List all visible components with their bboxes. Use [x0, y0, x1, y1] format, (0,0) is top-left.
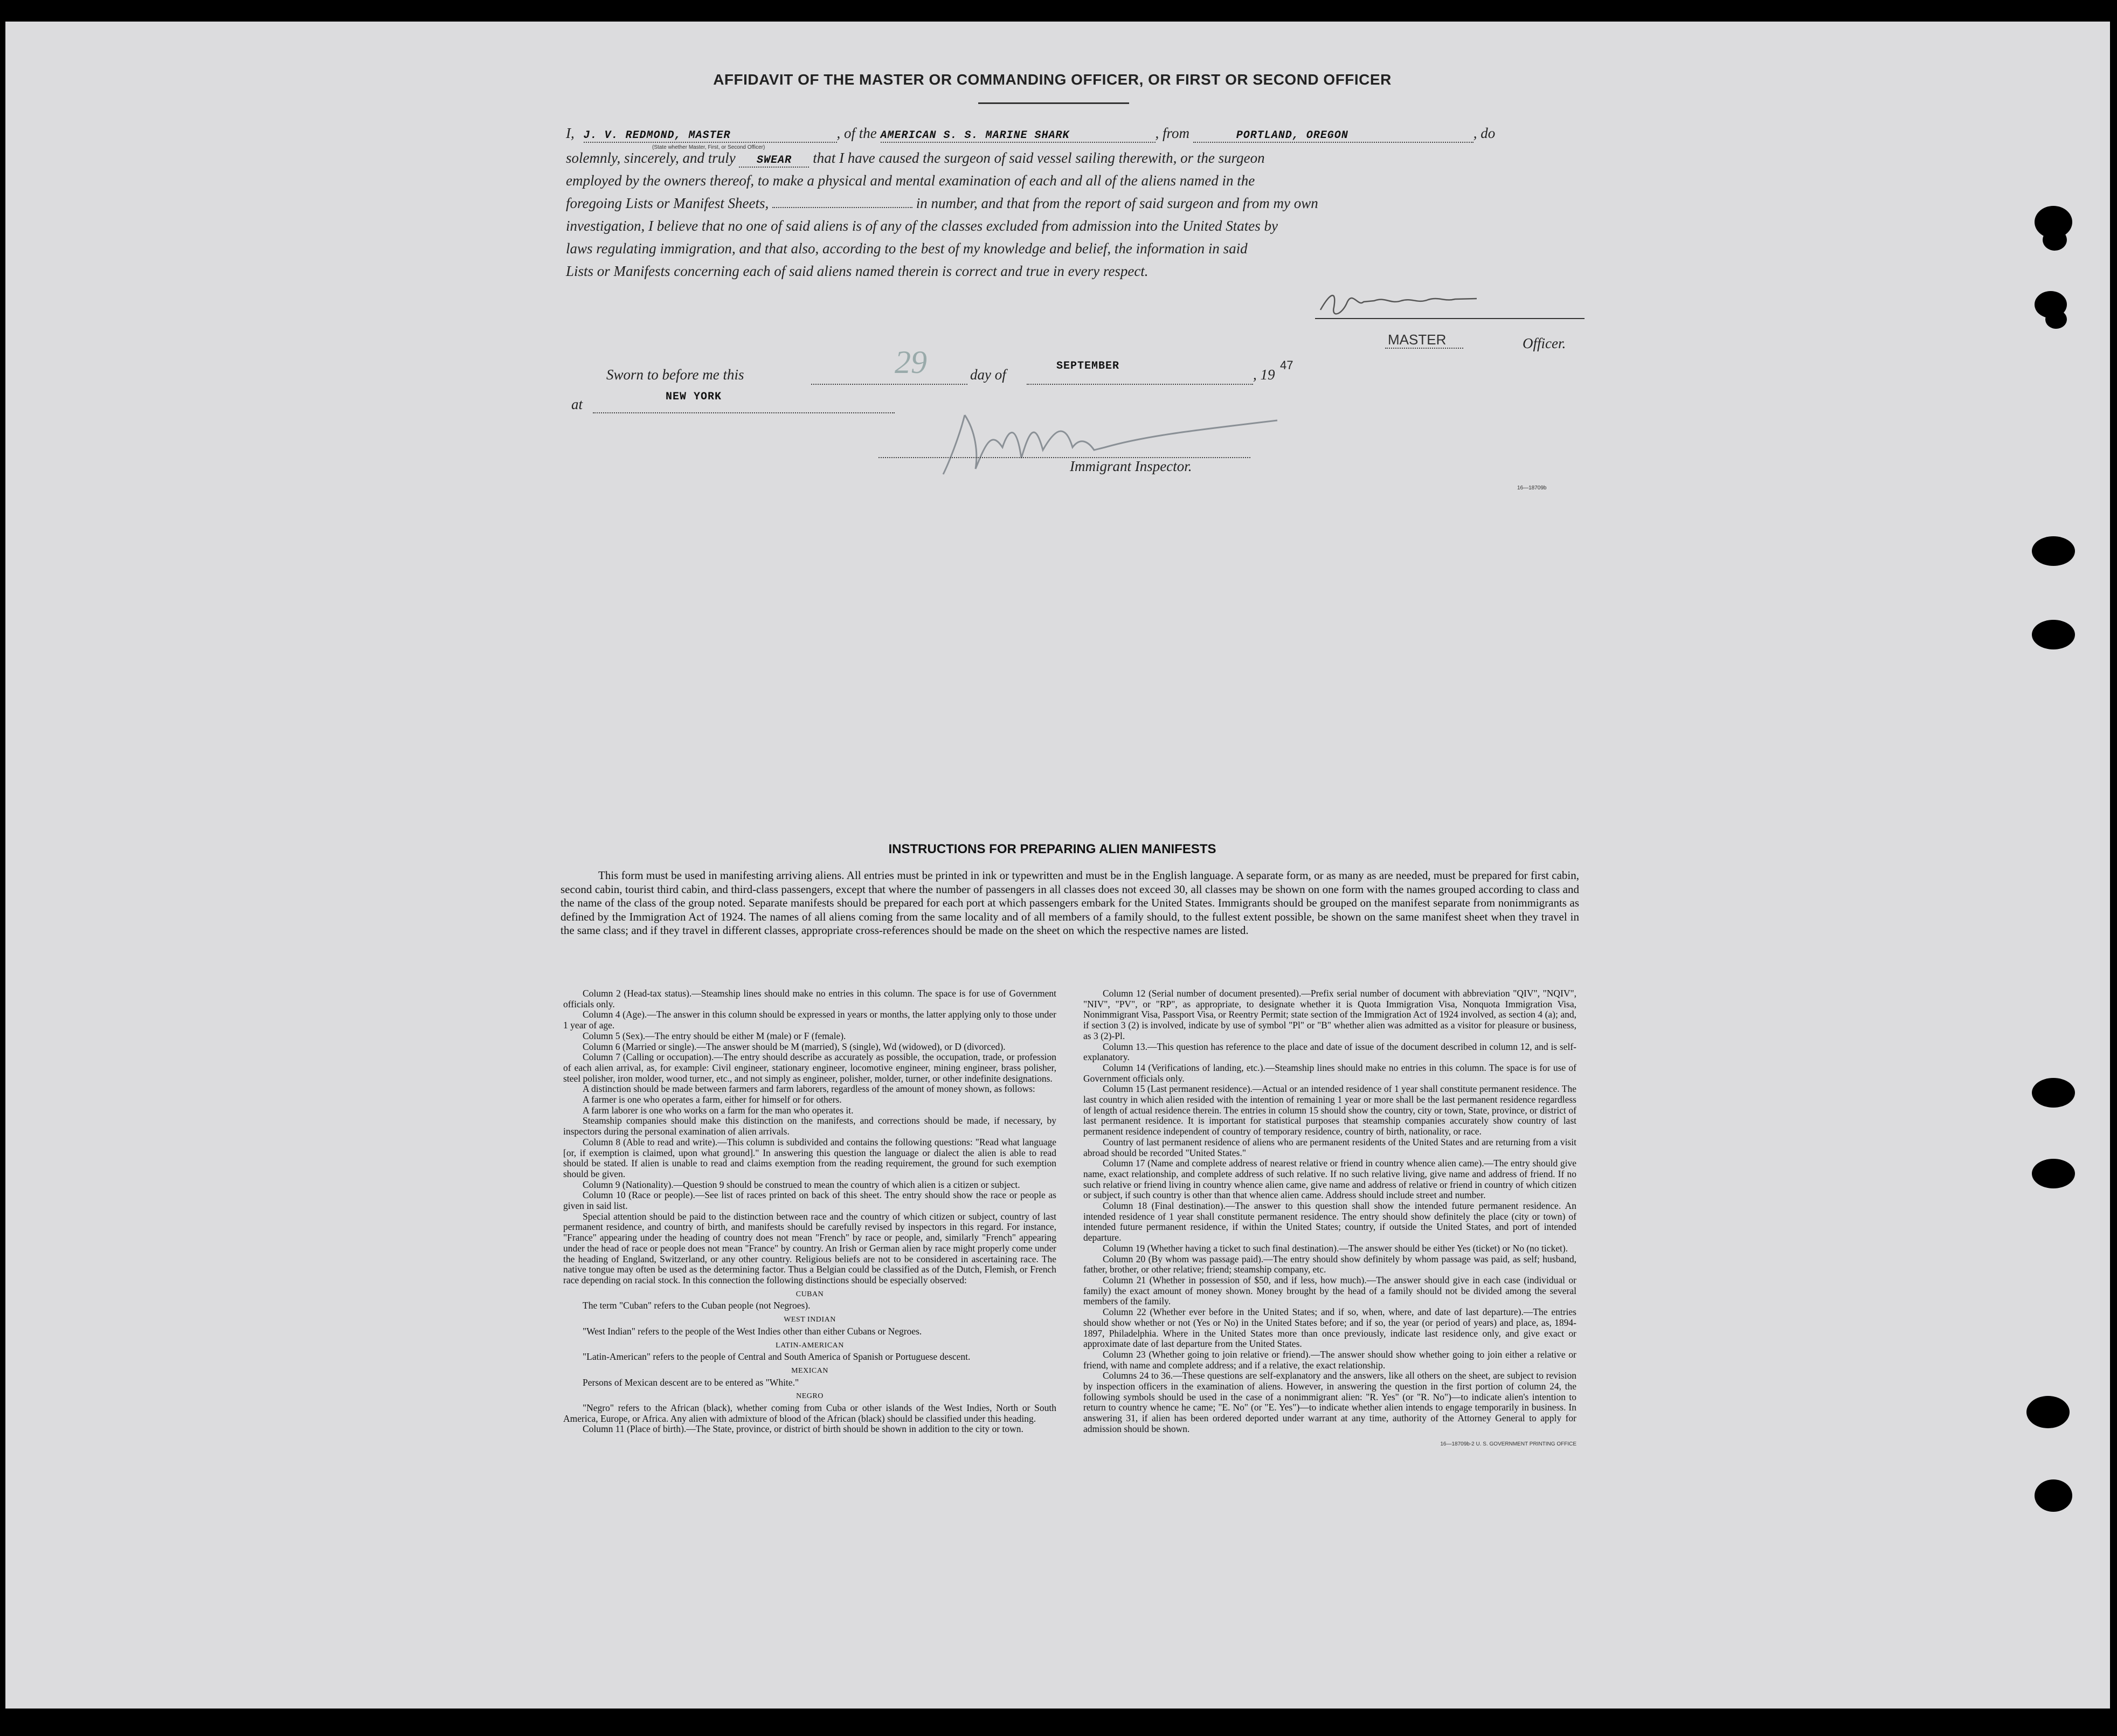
officer-name: J. V. REDMOND, MASTER — [583, 129, 731, 142]
left-para: Column 2 (Head-tax status).—Steamship lines should make no entries in this column. The space is for use of Government officials only. — [563, 988, 1056, 1009]
right-para: Column 13.—This question has reference to the place and date of issue of the document described in column 12, and is self-explanatory. — [1083, 1041, 1576, 1063]
line4-start: foregoing Lists or Manifest Sheets, — [566, 195, 769, 211]
affidavit-line-3: employed by the owners thereof, to make a physical and mental examination of each and all of the aliens named in the — [566, 172, 1255, 189]
year-prefix: , 19 — [1253, 366, 1275, 383]
punch-hole — [2032, 1078, 2075, 1108]
para-latin-american: "Latin-American" refers to the people of Central and South America of Spanish or Portuguese descent. — [583, 1351, 971, 1362]
para-negro: "Negro" refers to the African (black), whether coming from Cuba or other islands of the West Indies, North or South America, Europe, or Africa. Any alien with admixture of blood of the African (black) should be classified under this heading. — [563, 1402, 1056, 1424]
left-para: Column 9 (Nationality).—Question 9 should be construed to mean the country of which alien is a citizen or subject. — [583, 1179, 1020, 1190]
left-para: Column 6 (Married or single).—The answer should be M (married), S (single), Wd (widowed), or D (divorced). — [583, 1041, 1006, 1052]
affidavit-line-5: investigation, I believe that no one of said aliens is of any of the classes excluded from admission into the United States by — [566, 218, 1278, 234]
right-para: Column 22 (Whether ever before in the United States; and if so, when, where, and date of last departure).—The entries should show whether or not (Yes or No) in the United States before; and if so, the year (or period of years) and place, as, 1894-1897, Philadelphia. Where in the United States more than once previously, indicate last residence only, and give exact or approximate date of last departure from the United States. — [1083, 1306, 1576, 1350]
do-label: , do — [1473, 125, 1496, 141]
left-para: A distinction should be made between farmers and farm laborers, regardless of the amount of money shown, as follows: — [583, 1083, 1035, 1095]
instructions-left-column — [563, 988, 1056, 1435]
of-the-label: , of the — [836, 125, 877, 141]
port-blank — [1193, 125, 1473, 143]
printing-office-footer: 16—18709b-2 U. S. GOVERNMENT PRINTING OFFICE — [1440, 1441, 1576, 1447]
para-mexican: Persons of Mexican descent are to be entered as "White." — [583, 1377, 799, 1388]
right-para: Column 18 (Final destination).—The answer to this question shall show the intended future permanent residence. An intended residence of 1 year shall constitute permanent residence. The entry should show definitely the place (city or town) of intended future permanent residence, if within the United States; country, if outside the United States, and port of intended departure. — [1083, 1200, 1576, 1243]
instructions-intro: This form must be used in manifesting arriving aliens. All entries must be printed in ink or typewritten and must be in the English language. A separate form, or as many as are needed, must be prepared for first cabin, second cabin, tourist third cabin, and third-class passengers, except that where the number of passengers in all classes does not exceed 30, all classes may be shown on one form with the names grouped according to class and the name of the class of the group noted. Separate manifests should be prepared for each port at which passengers embark for the United States. Immigrants should be grouped on the manifest separate from nonimmigrants as defined by the Immigration Act of 1924. The names of all aliens coming from the same locality and of all members of a family should, to the fullest extent possible, be shown on the same manifest sheet when they travel in the same class; and if they travel in different classes, appropriate cross-references should be made on the sheet on which the respective names are listed. — [561, 869, 1579, 937]
right-para: Column 21 (Whether in possession of $50, and if less, how much).—The answer should give in each case (individual or family) the exact amount of money shown. Money brought by the head of a family should not be divided among the several members of the family. — [1083, 1274, 1576, 1307]
affidavit-line-6: laws regulating immigration, and that also, according to the best of my knowledge and belief, the information in said — [566, 240, 1248, 257]
count-blank — [772, 207, 912, 208]
punch-hole — [2035, 1479, 2072, 1512]
punch-hole — [2032, 536, 2075, 566]
from-label: , from — [1155, 125, 1190, 141]
left-para: Column 4 (Age).—The answer in this column should be expressed in years or months, the latter applying only to those under 1 year of age. — [563, 1009, 1056, 1031]
right-para: Country of last permanent residence of aliens who are permanent residents of the United States and are returning from a visit abroad should be recorded "United States." — [1083, 1136, 1576, 1158]
right-para: Column 20 (By whom was passage paid).—The entry should show definitely by whom passage was paid, as self; husband, father, brother, or other relative; friend; steamship company, etc. — [1083, 1253, 1576, 1275]
left-para: Column 10 (Race or people).—See list of races printed on back of this sheet. The entry should show the race or people as given in said list. — [563, 1189, 1056, 1212]
i-label: I, — [566, 125, 575, 141]
right-para: Column 14 (Verifications of landing, etc.).—Steamship lines should make no entries in this column. The space is for use of Government officials only. — [1083, 1062, 1576, 1084]
at-label: at — [571, 396, 583, 412]
punch-hole — [2032, 620, 2075, 649]
affidavit-line-7: Lists or Manifests concerning each of said aliens named therein is correct and true in every respect. — [566, 263, 1149, 279]
right-para: Columns 24 to 36.—These questions are self-explanatory and the answers, like all others on the sheet, are subject to revision by inspection officers in the examination of aliens. However, in answering the question in the first portion of column 24, the following symbols should be used in the case of a nonimmigrant alien: "R. Yes" (or "R. No")—to indicate alien's intention to return to country whence he came; "E. No" (or "E. Yes")—to indicate whether alien intends to engage temporarily in business. In answering 31, if alien has been ordered deported under warrant at any time, authority of the Attorney General to apply for admission should be shown. — [1083, 1370, 1576, 1434]
heading-west-indian: WEST INDIAN — [784, 1316, 836, 1324]
para-cuban: The term "Cuban" refers to the Cuban people (not Negroes). — [583, 1300, 811, 1311]
punch-hole — [2045, 310, 2067, 329]
line2-start: solemnly, sincerely, and truly — [566, 150, 736, 166]
right-para: Column 19 (Whether having a ticket to such final destination).—The answer should be either Yes (ticket) or No (no ticket). — [1103, 1242, 1568, 1254]
heading-cuban: CUBAN — [795, 1290, 824, 1298]
oath-blank — [739, 150, 809, 168]
inspector-label: Immigrant Inspector. — [1070, 458, 1192, 474]
port-name: PORTLAND, OREGON — [1236, 129, 1348, 142]
sworn-place: NEW YORK — [666, 391, 722, 403]
signature-line — [1315, 318, 1585, 319]
title-divider — [978, 102, 1129, 104]
left-para: Column 5 (Sex).—The entry should be either M (male) or F (female). — [583, 1030, 846, 1041]
para-west-indian: "West Indian" refers to the people of the West Indies other than either Cubans or Negroes. — [583, 1325, 922, 1337]
right-para: Column 23 (Whether going to join relative or friend).—The answer should show whether going to join either a relative or friend, with name and complete address; and if a relative, the exact relationship. — [1083, 1348, 1576, 1371]
affidavit-line-4 — [566, 195, 1590, 212]
punch-hole — [2043, 229, 2067, 251]
sworn-label: Sworn to before me this — [606, 366, 744, 383]
left-para: Steamship companies should make this distinction on the manifests, and corrections should be made, if necessary, by inspectors during the personal examination of alien arrivals. — [563, 1115, 1056, 1137]
day-of-label: day of — [970, 366, 1006, 383]
heading-mexican: MEXICAN — [791, 1366, 828, 1375]
oath-word: SWEAR — [756, 154, 792, 167]
heading-negro: NEGRO — [796, 1392, 824, 1401]
left-para: Column 7 (Calling or occupation).—The entry should describe as accurately as possible, the occupation, trade, or profession of each alien arrival, as, for example: Civil engineer, stationary engineer, locomotive engineer, mining engineer, brass polisher, steel polisher, iron molder, wood turner, etc., and not simply as engineer, polisher, molder, turner, or other indefinite designations. — [563, 1052, 1056, 1084]
day-blank — [811, 384, 967, 385]
punch-hole — [2026, 1396, 2070, 1428]
inspector-line — [878, 457, 1250, 458]
sworn-month: SEPTEMBER — [1056, 360, 1120, 372]
affidavit-line-1 — [566, 125, 1590, 143]
affidavit-line-2 — [566, 150, 1590, 168]
line2-end: that I have caused the surgeon of said vessel sailing therewith, or the surgeon — [813, 150, 1265, 166]
line4-end: in number, and that from the report of said surgeon and from my own — [916, 195, 1318, 211]
officer-note: (State whether Master, First, or Second Officer) — [652, 144, 765, 150]
punch-hole — [2032, 1159, 2075, 1188]
affidavit-title: AFFIDAVIT OF THE MASTER OR COMMANDING OFFICER, OR FIRST OR SECOND OFFICER — [713, 71, 1392, 88]
left-para: Column 8 (Able to read and write).—This column is subdivided and contains the following questions: "Read what language [or, if exemption is claimed, upon what ground]." In answering this question the language or dialect the alien is able to read should be stated. If alien is unable to read and claims exemption from the reading requirement, the ground for such exemption should be given. — [563, 1136, 1056, 1179]
instructions-right-column — [1083, 988, 1576, 1449]
vessel-name: AMERICAN S. S. MARINE SHARK — [880, 129, 1070, 142]
place-blank — [593, 412, 895, 413]
rank-blank — [1385, 348, 1463, 349]
officer-label: Officer. — [1523, 335, 1566, 351]
vessel-blank — [881, 125, 1156, 143]
right-para: Column 15 (Last permanent residence).—Actual or an intended residence of 1 year shall constitute permanent residence. The last country in which alien resided with the intention of remaining 1 year or more shall be the last permanent residence regardless of length of actual residence therein. The entries in column 15 should show the country, city or town, State, province, or district of last permanent residence. It is important for statistical purposes that steamship companies accurately show country of last permanent residence independent of country of temporary residence, country of birth, nationality, or race. — [1083, 1083, 1576, 1137]
left-para: Special attention should be paid to the distinction between race and the country of which citizen or subject, country of last permanent residence, and country of birth, and manifests should be carefully revised by inspectors in this regard. For instance, "France" appearing under the heading of country does not mean "French" by race or people, and, similarly "French" appearing under the head of race or people does not mean "France" by country. An Irish or German alien by race might properly come under the heading of England, Switzerland, or any other country. Religious beliefs are not to be considered in ascertaining race. The native tongue may often be used as the determining factor. Thus a Belgian could be classified as of the Dutch, Flemish, or French race depending on racial stock. In this connection the following distinctions should be especially observed: — [563, 1211, 1056, 1285]
month-blank — [1027, 384, 1253, 385]
left-para: A farm laborer is one who works on a farm for the man who operates it. — [583, 1104, 854, 1116]
left-para: A farmer is one who operates a farm, either for himself or for others. — [583, 1094, 842, 1105]
officer-name-blank — [584, 125, 837, 143]
right-para: Column 12 (Serial number of document presented).—Prefix serial number of document with abbreviation "QIV", "NQIV", "NIV", "PV", or "RP", as appropriate, to designate whether it is Quota Immigration Visa, Nonquota Immigration Visa, Nonimmigrant Visa, Passport Visa, or Reentry Permit; state section of the Immigration Act of 1924 involved, as section 4 (a); and, if section 3 (2) is involved, indicate by use of symbol "Pl" or "B" whether alien was admitted as a visitor for pleasure or business, as 3 (2)-Pl. — [1083, 988, 1576, 1041]
officer-rank: MASTER — [1388, 331, 1447, 348]
year-suffix: 47 — [1280, 358, 1293, 372]
instructions-title: INSTRUCTIONS FOR PREPARING ALIEN MANIFESTS — [888, 842, 1216, 856]
sworn-day: 29 — [895, 344, 927, 380]
form-number: 16—18709b — [1517, 485, 1547, 491]
right-para: Column 17 (Name and complete address of nearest relative or friend in country whence alien came).—The entry should give name, exact relationship, and complete address of such relative. If no such relative living, give name and address of friend. If no such relative or friend living in country whence alien came, give name and address of relative or friend in country of which citizen or subject, if such country is other than that whence alien came. Address should include street and number. — [1083, 1158, 1576, 1201]
para-column-11: Column 11 (Place of birth).—The State, province, or district of birth should be shown in addition to the city or town. — [583, 1423, 1023, 1435]
heading-latin-american: LATIN-AMERICAN — [776, 1341, 844, 1350]
